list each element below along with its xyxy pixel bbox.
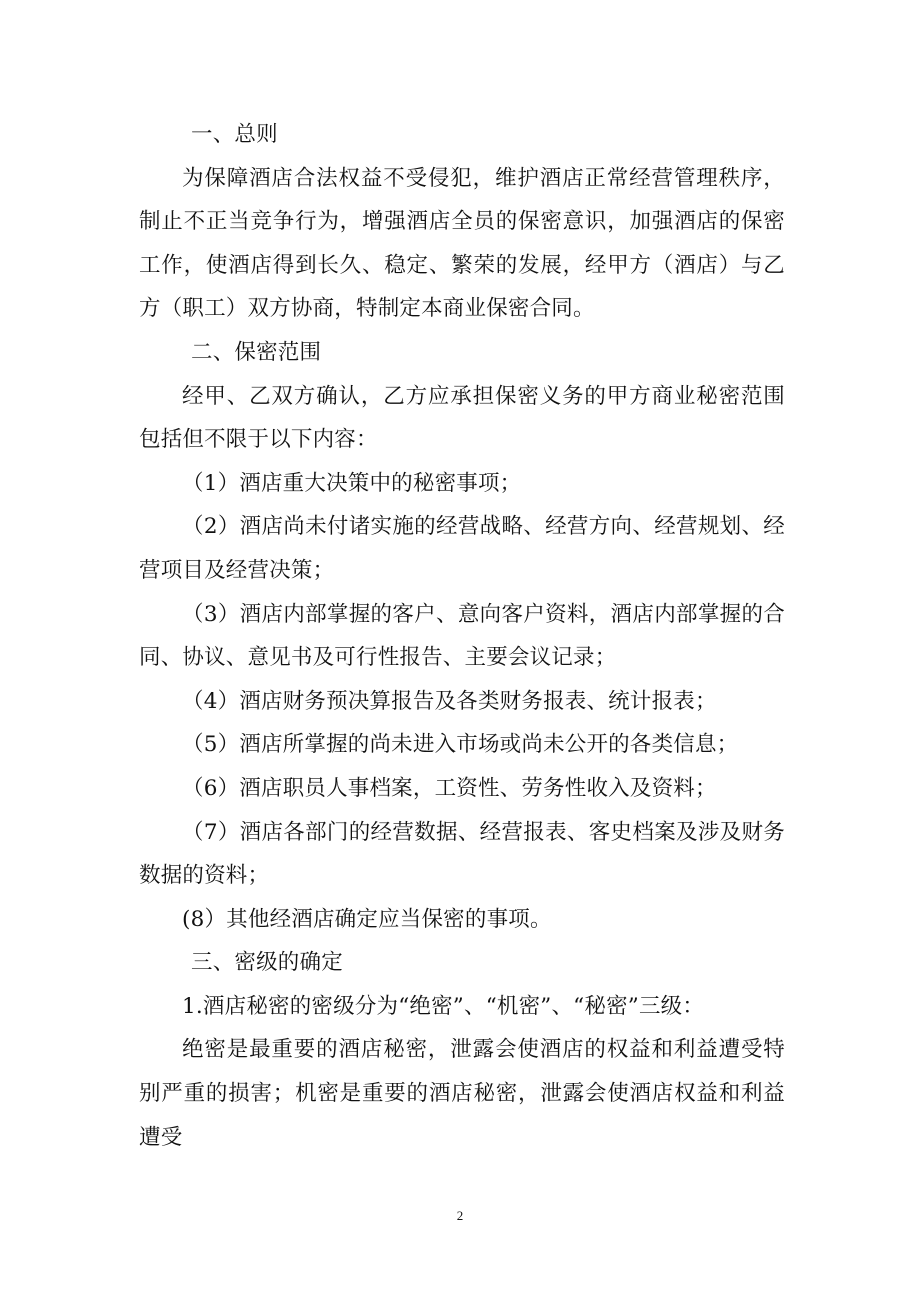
scope-list-item: （7）酒店各部门的经营数据、经营报表、客史档案及涉及财务数据的资料； bbox=[139, 819, 785, 889]
section-heading-general: 一、总则 bbox=[191, 122, 278, 147]
scope-list-item: （1）酒店重大决策中的秘密事项； bbox=[182, 470, 522, 496]
scope-list-item: （4）酒店财务预决算报告及各类财务报表、统计报表； bbox=[182, 688, 717, 714]
document-body bbox=[139, 113, 785, 1159]
paragraph-levels-item: 1.酒店秘密的密级分为“绝密”、“机密”、“秘密”三级： bbox=[182, 993, 705, 1019]
paragraph-scope-intro: 经甲、乙双方确认，乙方应承担保密义务的甲方商业秘密范围包括但不限于以下内容： bbox=[139, 383, 785, 453]
page-number: 2 bbox=[456, 1208, 464, 1223]
scope-list-item: (8）其他经酒店确定应当保密的事项。 bbox=[182, 906, 552, 932]
section-heading-levels: 三、密级的确定 bbox=[191, 950, 343, 976]
paragraph-general-body: 为保障酒店合法权益不受侵犯，维护酒店正常经营管理秩序，制止不正当竞争行为，增强酒店全员的保密意识，加强酒店的保密工作，使酒店得到长久、稳定、繁荣的发展，经甲方（酒店）与乙方（职工）双方协商，特制定本商业保密合同。 bbox=[139, 165, 785, 322]
section-heading-scope: 二、保密范围 bbox=[191, 339, 322, 365]
scope-list-item: （5）酒店所掌握的尚未进入市场或尚未公开的各类信息； bbox=[182, 732, 739, 758]
paragraph-levels-description: 绝密是最重要的酒店秘密，泄露会使酒店的权益和利益遭受特别严重的损害；机密是重要的酒店秘密，泄露会使酒店权益和利益遭受 bbox=[139, 1037, 785, 1150]
scope-list-item: （3）酒店内部掌握的客户、意向客户资料，酒店内部掌握的合同、协议、意见书及可行性报告、主要会议记录； bbox=[139, 601, 785, 671]
scope-list-item: （2）酒店尚未付诸实施的经营战略、经营方向、经营规划、经营项目及经营决策； bbox=[139, 514, 785, 583]
scope-list-item: （6）酒店职员人事档案，工资性、劳务性收入及资料； bbox=[182, 775, 717, 801]
